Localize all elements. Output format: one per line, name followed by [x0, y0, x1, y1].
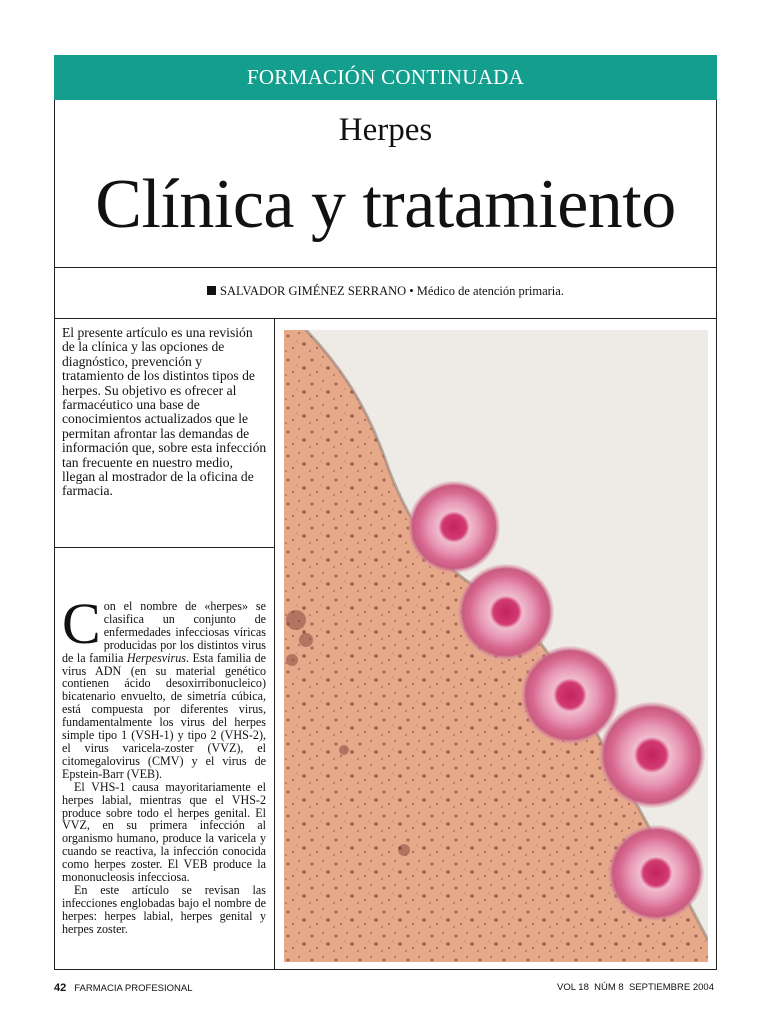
article-abstract: El presente artículo es una revisión de la clínica y las opciones de diagnóstico, prevención y tratamiento de los distintos tipos de herpes. Su objetivo es ofrecer al farmacéutico una base de conocimientos actualizados que le permitan afrontar las demandas de información que, sobre esta infección tan frecuente en nuestro medio, llegan al mostrador de la oficina de farmacia. [62, 325, 267, 499]
abstract-divider [54, 547, 274, 548]
title-divider [54, 267, 717, 268]
drop-cap: C [62, 591, 101, 656]
body-paragraph [62, 591, 266, 781]
journal-name: FARMACIA PROFESIONAL [74, 983, 193, 994]
herpes-virus-micrograph [284, 330, 708, 962]
byline-divider [54, 318, 717, 319]
virus-particle [408, 481, 500, 573]
virus-particle [521, 646, 619, 744]
author-byline-text: SALVADOR GIMÉNEZ SERRANO • Médico de atención primaria. [220, 284, 564, 298]
author-byline [54, 284, 717, 299]
section-banner [54, 55, 717, 100]
article-body [62, 591, 266, 936]
virus-particle [458, 564, 554, 660]
article-title: Clínica y tratamiento [95, 166, 676, 243]
body-text: on el nombre de «herpes» se clasifica un conjunto de enfermedades infecciosas víricas producidas por los distintos virus de la familia [62, 599, 266, 665]
article-kicker: Herpes [338, 112, 433, 148]
virus-particle [599, 702, 705, 808]
section-banner-label: FORMACIÓN CONTINUADA [246, 65, 525, 89]
bullet-square-icon [207, 286, 216, 295]
body-text: . Esta familia de virus ADN (en su material genético contienen ácido desoxirribonucleico) bicatenario envuelto, de simetría cúbica, está compuesta por diferentes virus, fundamentalmente los virus del herpes simple tipo 1 (VSH-1) y tipo 2 (VHS-2), el virus varicela-zoster (VVZ), el citomegalovirus (CMV) y el virus de Epstein-Barr (VEB). [62, 650, 266, 781]
column-divider [274, 318, 275, 970]
body-italic-text: Herpesvirus [126, 650, 186, 665]
issue-info: VOL 18 NÚM 8 SEPTIEMBRE 2004 [557, 982, 714, 993]
body-paragraph: El VHS-1 causa mayoritariamente el herpes labial, mientras que el VHS-2 produce sobre todo el herpes genital. El VVZ, en su primera infección al organismo humano, produce la varicela y cuando se reactiva, la infección conocida como herpes zoster. El VEB produce la mononucleosis infecciosa. [62, 779, 266, 885]
virus-particle [608, 825, 704, 921]
footer-left [54, 982, 193, 994]
body-paragraph: En este artículo se revisan las infecciones englobadas bajo el nombre de herpes: herpes labial, herpes genital y herpes zoster. [62, 882, 266, 936]
page-number: 42 [54, 982, 67, 994]
